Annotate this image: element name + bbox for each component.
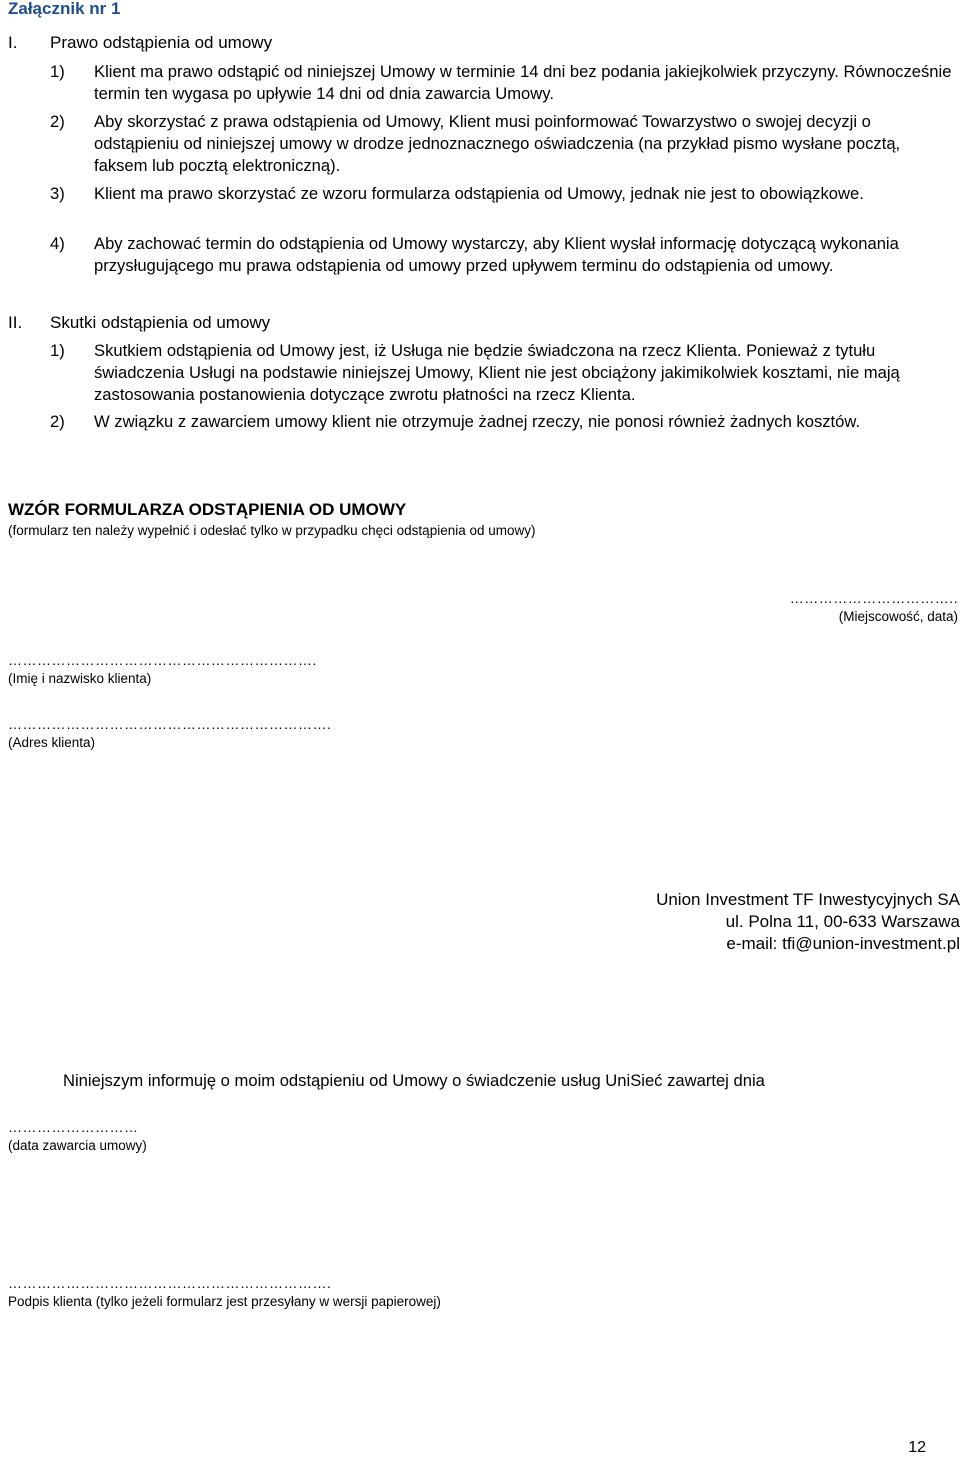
withdrawal-statement: Niniejszym informuję o moim odstąpieniu od Umowy o świadczenie usług UniSieć zawartej dnia bbox=[63, 1071, 765, 1090]
item-text: Aby zachować termin do odstąpienia od Umowy wystarczy, aby Klient wysłał informację dotyczącą wykonania przysługującego mu prawa odstąpienia od umowy przed upływem terminu do odstąpienia od umowy. bbox=[94, 234, 899, 275]
item-text: Skutkiem odstąpienia od Umowy jest, iż Usługa nie będzie świadczona na rzecz Klienta. Ponieważ z tytułu świadczenia Usługi na podstawie niniejszej Umowy, Klient nie jest obciążony jakimikolwiek kosztami, nie mają zastosowania postanowienia dotyczące zwrotu płatności na rzecz Klienta. bbox=[94, 341, 900, 404]
contract-date-label: (data zawarcia umowy) bbox=[8, 1138, 147, 1153]
item-text: Klient ma prawo skorzystać ze wzoru formularza odstąpienia od Umowy, jednak nie jest to obowiązkowe. bbox=[94, 184, 864, 203]
recipient-address bbox=[656, 889, 960, 955]
place-date-label: (Miejscowość, data) bbox=[838, 609, 958, 624]
client-address-label: (Adres klienta) bbox=[8, 735, 96, 750]
recipient-email: e-mail: tfi@union-investment.pl bbox=[726, 934, 960, 953]
item-number: 1) bbox=[50, 341, 65, 360]
section-1-title: Prawo odstąpienia od umowy bbox=[50, 33, 273, 52]
page-title: Załącznik nr 1 bbox=[8, 0, 121, 18]
signature-label: Podpis klienta (tylko jeżeli formularz jest przesyłany w wersji papierowej) bbox=[8, 1294, 441, 1309]
page-number: 12 bbox=[908, 1439, 926, 1456]
client-name-field[interactable]: ………………………………………………………. bbox=[8, 652, 317, 668]
item-number: 2) bbox=[50, 412, 65, 431]
section-1-numeral: I. bbox=[8, 33, 18, 52]
item-number: 3) bbox=[50, 184, 65, 203]
section-2-title: Skutki odstąpienia od umowy bbox=[50, 313, 271, 332]
client-address-field[interactable]: …………………………………………………………. bbox=[8, 716, 332, 732]
item-number: 1) bbox=[50, 62, 65, 81]
section-2-numeral: II. bbox=[8, 313, 23, 332]
form-title: WZÓR FORMULARZA ODSTĄPIENIA OD UMOWY bbox=[8, 500, 407, 519]
form-subtitle: (formularz ten należy wypełnić i odesłać tylko w przypadku chęci odstąpienia od umowy) bbox=[8, 523, 536, 538]
contract-date-field[interactable]: ……………………… bbox=[8, 1119, 139, 1135]
recipient-name: Union Investment TF Inwestycyjnych SA bbox=[656, 890, 960, 909]
recipient-street: ul. Polna 11, 00-633 Warszawa bbox=[725, 912, 960, 931]
item-number: 4) bbox=[50, 234, 65, 253]
place-date-field[interactable]: …………………………….. bbox=[789, 590, 958, 606]
item-text: Aby skorzystać z prawa odstąpienia od Umowy, Klient musi poinformować Towarzystwo o swojej decyzji o odstąpieniu od niniejszej umowy w drodze jednoznacznego oświadczenia (na przykład pismo wysłane pocztą, faksem lub pocztą elektroniczną). bbox=[94, 112, 901, 175]
item-number: 2) bbox=[50, 112, 65, 131]
signature-field[interactable]: …………………………………………………………. bbox=[8, 1275, 332, 1291]
item-text: W związku z zawarciem umowy klient nie otrzymuje żadnej rzeczy, nie ponosi również żadnych kosztów. bbox=[94, 412, 861, 431]
item-text: Klient ma prawo odstąpić od niniejszej Umowy w terminie 14 dni bez podania jakiejkolwiek przyczyny. Równocześnie termin ten wygasa po upływie 14 dni od dnia zawarcia Umowy. bbox=[94, 62, 952, 103]
client-name-label: (Imię i nazwisko klienta) bbox=[8, 671, 152, 686]
